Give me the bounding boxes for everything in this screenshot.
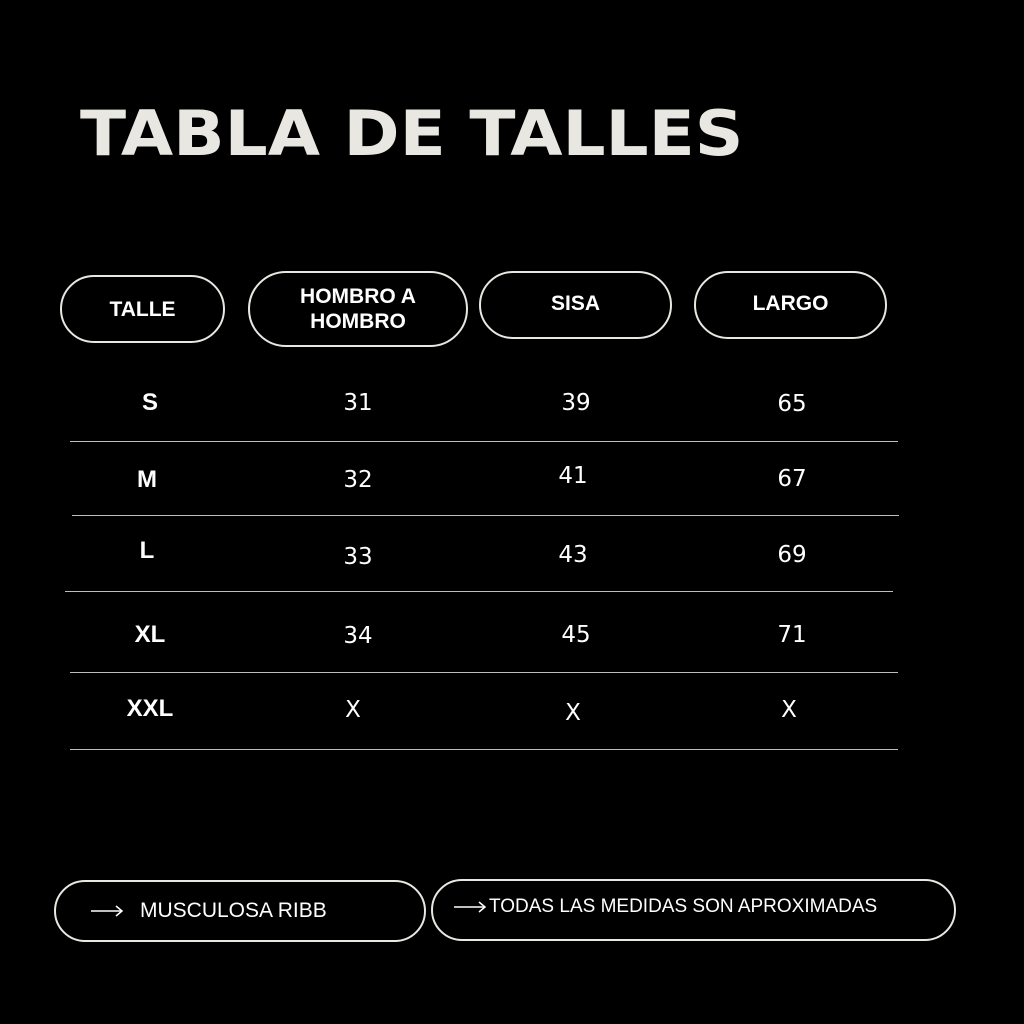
- column-header-talle-label: TALLE: [109, 297, 176, 321]
- hombro-cell: 34: [343, 623, 373, 649]
- hombro-cell: 33: [343, 544, 373, 570]
- hombro-cell: 31: [343, 390, 373, 416]
- largo-cell: 71: [777, 622, 807, 648]
- row-divider: [72, 515, 899, 516]
- product-name-text: MUSCULOSA RIBB: [140, 899, 327, 922]
- measurement-note-badge: [431, 879, 956, 941]
- sisa-cell: 45: [561, 622, 591, 648]
- column-header-hombro-label: [300, 284, 416, 334]
- column-header-hombro-line2: HOMBRO: [310, 310, 406, 333]
- arrow-right-icon: [90, 904, 124, 918]
- largo-cell: 65: [777, 391, 807, 417]
- largo-cell: 67: [777, 466, 807, 492]
- arrow-right-icon: [453, 900, 487, 914]
- sisa-cell: X: [565, 700, 581, 726]
- sisa-cell: 43: [558, 542, 588, 568]
- column-header-sisa: [479, 271, 672, 339]
- product-name-badge: [54, 880, 426, 942]
- column-header-talle: [60, 275, 225, 343]
- column-header-largo-label: LARGO: [752, 291, 829, 315]
- row-divider: [70, 441, 898, 442]
- size-cell: XXL: [126, 695, 174, 722]
- column-header-hombro-line1: HOMBRO A: [300, 285, 416, 308]
- row-divider: [70, 749, 898, 750]
- size-cell: XL: [134, 621, 166, 648]
- row-divider: [65, 591, 893, 592]
- hombro-cell: 32: [343, 467, 373, 493]
- measurement-note-text: TODAS LAS MEDIDAS SON APROXIMADAS: [489, 896, 878, 917]
- hombro-cell: X: [345, 697, 361, 723]
- largo-cell: 69: [777, 542, 807, 568]
- column-header-sisa-label: SISA: [550, 291, 600, 315]
- sisa-cell: 39: [561, 390, 591, 416]
- size-cell: S: [141, 389, 158, 416]
- column-header-largo: [694, 271, 887, 339]
- size-cell: L: [139, 537, 155, 564]
- largo-cell: X: [781, 697, 797, 723]
- page-title: TABLA DE TALLES: [80, 97, 744, 170]
- column-header-hombro: [248, 271, 468, 347]
- size-cell: M: [137, 466, 157, 493]
- sisa-cell: 41: [558, 463, 588, 489]
- row-divider: [70, 672, 898, 673]
